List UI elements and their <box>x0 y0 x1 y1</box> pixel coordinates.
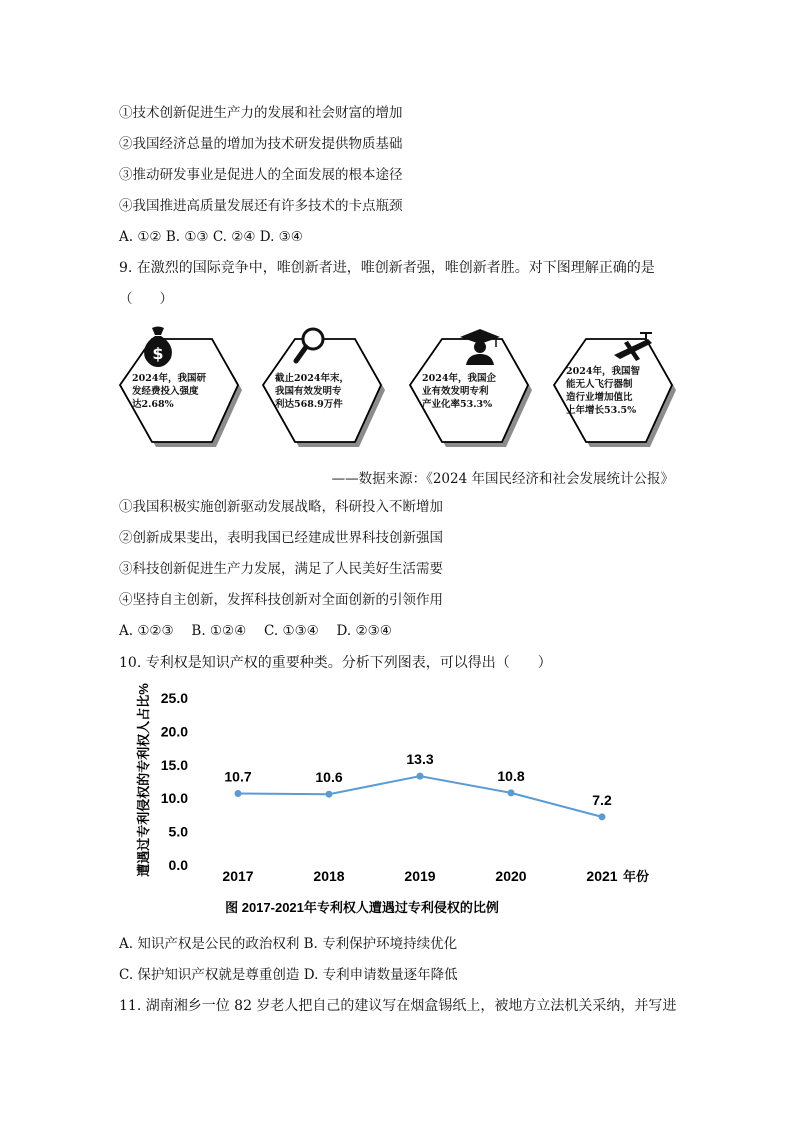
hex-text: 2024年，我国智 能无人飞行器制 造行业增加值比 上年增长53.5% <box>566 366 640 416</box>
hex-text: 截止2024年末， 我国有效发明专 利达568.9万件 <box>275 373 349 410</box>
x-tick-label: 2018 <box>313 868 345 884</box>
hex-card <box>408 325 536 450</box>
q10-option-cd: C. 保护知识产权就是尊重创造 D. 专利申请数量逐年降低 <box>119 967 458 983</box>
y-tick-label: 25.0 <box>160 690 188 706</box>
data-point <box>599 813 606 820</box>
money-bag-icon <box>138 325 178 369</box>
q11-stem: 11. 湖南湘乡一位 82 岁老人把自己的建议写在烟盒锡纸上，被地方立法机关采纳，并写进 <box>119 998 677 1014</box>
y-tick-label: 0.0 <box>168 857 188 873</box>
data-source: ——数据来源：《2024 年国民经济和社会发展统计公报》 <box>331 471 674 487</box>
hex-card <box>261 325 389 450</box>
x-tick-label: 2019 <box>404 868 436 884</box>
y-tick-label: 10.0 <box>160 790 188 807</box>
data-point <box>508 789 515 796</box>
magnifier-icon <box>291 325 331 369</box>
q9-stem: 9. 在激烈的国际竞争中，唯创新者进，唯创新者强，唯创新者胜。对下图理解正确的是 <box>119 260 655 276</box>
data-point <box>417 773 424 780</box>
q8-option-4: ④我国推进高质量发展还有许多技术的卡点瓶颈 <box>119 198 403 214</box>
q9-option-1: ①我国积极实施创新驱动发展战略，科研投入不断增加 <box>119 499 443 515</box>
y-tick-label: 5.0 <box>168 823 188 840</box>
chart-title: 图 2017-2021年专利权人遭遇过专利侵权的比例 <box>225 900 499 915</box>
q9-infographic <box>118 325 678 450</box>
data-label: 10.6 <box>315 769 343 786</box>
q8-option-2: ②我国经济总量的增加为技术研发提供物质基础 <box>119 136 403 152</box>
x-tick-label: 2021 <box>586 868 618 884</box>
y-tick-label: 20.0 <box>160 723 188 740</box>
data-label: 13.3 <box>406 751 434 768</box>
x-tick-label: 2017 <box>222 868 254 884</box>
data-point <box>235 790 242 797</box>
q9-option-3: ③科技创新促进生产力发展，满足了人民美好生活需要 <box>119 561 443 577</box>
hex-text: 2024年，我国企 业有效发明专利 产业化率53.3% <box>422 373 496 410</box>
q8-choices: A. ①② B. ①③ C. ②④ D. ③④ <box>119 229 303 245</box>
q9-answer-paren: （ ） <box>119 291 173 307</box>
svg-text:$: $ <box>152 344 164 363</box>
x-axis-label: 年份 <box>622 869 650 884</box>
x-tick-label: 2020 <box>495 868 527 884</box>
q8-option-3: ③推动研发事业是促进人的全面发展的根本途径 <box>119 167 403 183</box>
y-tick-label: 15.0 <box>160 756 188 773</box>
data-label: 10.8 <box>497 767 525 784</box>
data-point <box>326 791 333 798</box>
hex-text: 2024年，我国研 发经费投入强度 达2.68% <box>132 373 206 410</box>
q10-option-ab: A. 知识产权是公民的政治权利 B. 专利保护环境持续优化 <box>119 936 458 952</box>
q9-option-4: ④坚持自主创新，发挥科技创新对全面创新的引领作用 <box>119 592 443 608</box>
y-axis-label: 遭遇过专利侵权的专利权人占比% <box>136 683 151 877</box>
graduate-icon <box>458 327 502 367</box>
q9-option-2: ②创新成果斐出，表明我国已经建成世界科技创新强国 <box>119 530 443 546</box>
data-label: 10.7 <box>224 768 252 785</box>
hex-card <box>552 325 680 450</box>
data-label: 7.2 <box>592 791 612 808</box>
series-line <box>238 776 602 817</box>
patent-infringement-chart <box>130 680 680 920</box>
hex-card <box>118 325 246 450</box>
q8-option-1: ①技术创新促进生产力的发展和社会财富的增加 <box>119 105 403 121</box>
q10-stem: 10. 专利权是知识产权的重要种类。分析下列图表，可以得出（ ） <box>119 655 552 671</box>
q9-choices: A. ①②③ B. ①②④ C. ①③④ D. ②③④ <box>119 623 392 639</box>
drone-icon <box>610 329 654 369</box>
